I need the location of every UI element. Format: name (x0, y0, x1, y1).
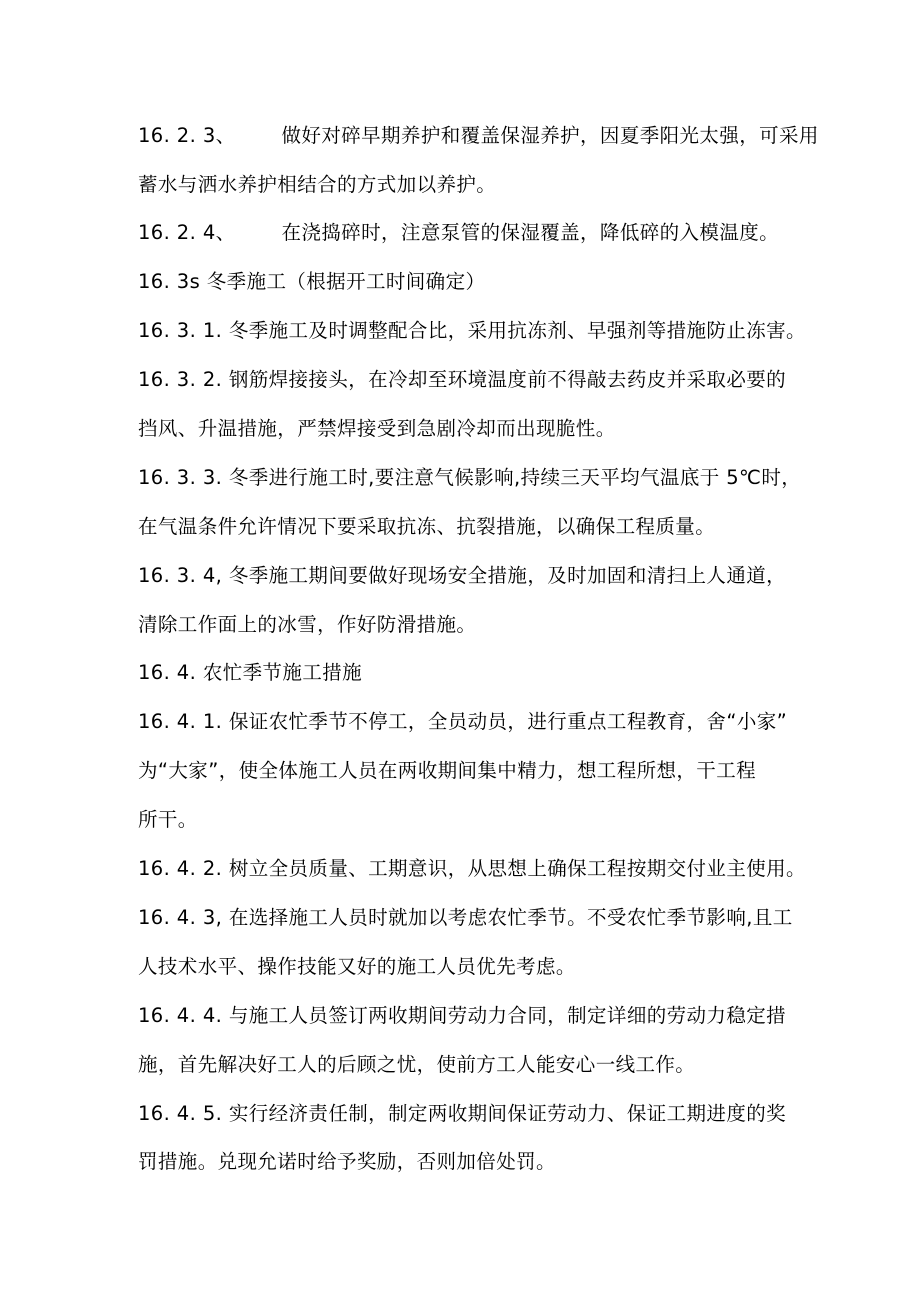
text-line: 人技术水平、操作技能又好的施工人员优先考虑。 (138, 955, 576, 978)
text-line (138, 116, 819, 156)
text-line: 为“大家”，使全体施工人员在两收期间集中精力，想工程所想，干工程 (138, 759, 757, 782)
text-line: 清除工作面上的冰雪，作好防滑措施。 (138, 613, 477, 636)
section-heading: 16. 4. 农忙季节施工措施 (138, 661, 363, 684)
clause-number: 16. 2. 3、 (138, 124, 236, 147)
text-line: 16. 3. 1. 冬季施工及时调整配合比，采用抗冻剂、早强剂等措施防止冻害。 (138, 319, 806, 342)
text-line: 罚措施。兑现允诺时给予奖励，否则加倍处罚。 (138, 1150, 556, 1173)
clause-text: 做好对碎早期养护和覆盖保湿养护，因夏季阳光太强，可采用 (281, 124, 819, 147)
text-line: 蓄水与洒水养护相结合的方式加以养护。 (138, 173, 497, 196)
clause-number: 16. 2. 4、 (138, 221, 236, 244)
clause-text: 在浇捣碎时，注意泵管的保湿覆盖，降低碎的入模温度。 (281, 221, 780, 244)
text-line: 16. 3. 2. 钢筋焊接接头，在冷却至环境温度前不得敲去药皮并采取必要的 (138, 368, 787, 391)
text-line: 16. 4. 2. 树立全员质量、工期意识，从思想上确保工程按期交付业主使用。 (138, 857, 806, 880)
text-line (138, 213, 808, 253)
section-heading: 16. 3s 冬季施工（根据开工时间确定） (138, 270, 486, 293)
text-line: 施，首先解决好工人的后顾之忧，使前方工人能安心一线工作。 (138, 1053, 696, 1076)
text-line: 16. 3. 4, 冬季施工期间要做好现场安全措施，及时加固和清扫上人通道， (138, 564, 787, 587)
text-line: 16. 4. 1. 保证农忙季节不停工，全员动员，进行重点工程教育，舍“小家” (138, 710, 788, 733)
text-line: 在气温条件允许情况下要采取抗冻、抗裂措施，以确保工程质量。 (138, 515, 716, 538)
text-line: 16. 4. 5. 实行经济责任制，制定两收期间保证劳动力、保证工期进度的奖 (138, 1102, 787, 1125)
text-line: 16. 4. 4. 与施工人员签订两收期间劳动力合同，制定详细的劳动力稳定措 (138, 1004, 787, 1027)
text-line: 16. 3. 3. 冬季进行施工时,要注意气候影响,持续三天平均气温底于 5℃时， (138, 466, 802, 489)
text-line: 所干。 (138, 808, 198, 831)
text-line: 挡风、升温措施，严禁焊接受到急剧冷却而出现脆性。 (138, 417, 616, 440)
text-line: 16. 4. 3, 在选择施工人员时就加以考虑农忙季节。不受农忙季节影响,且工 (138, 906, 793, 929)
